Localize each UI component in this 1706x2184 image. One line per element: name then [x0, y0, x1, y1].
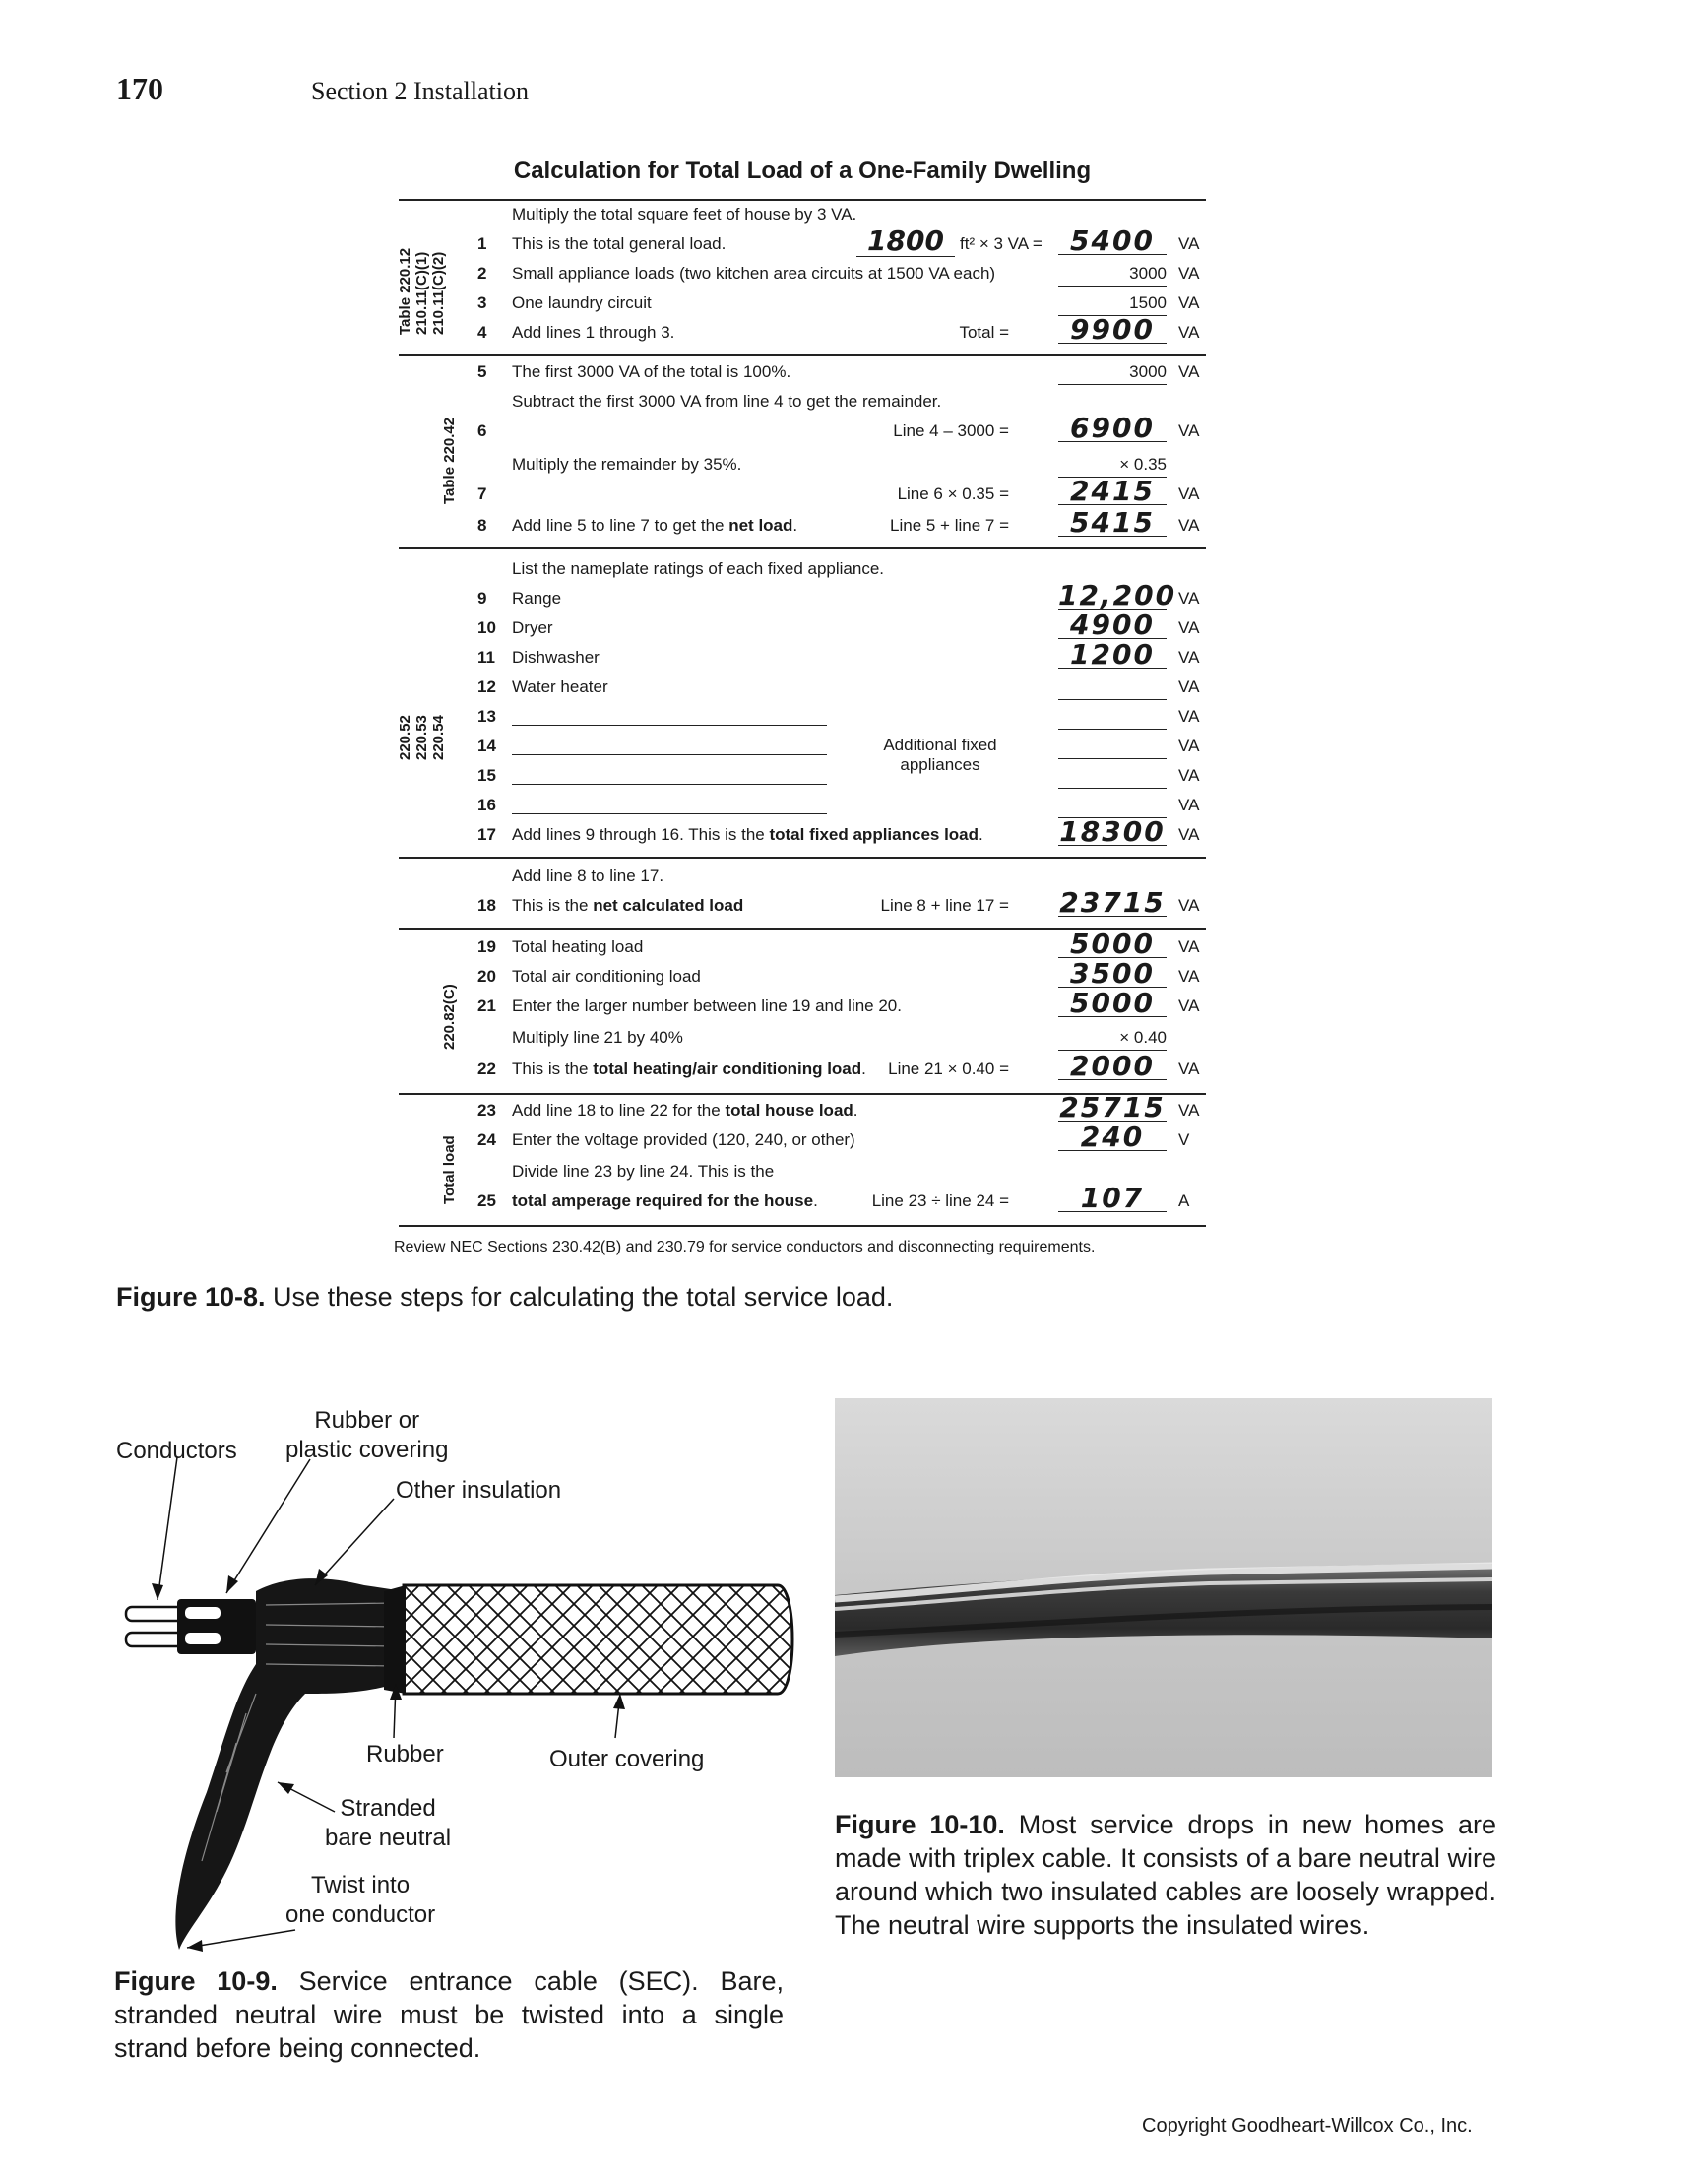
- form-row: [399, 677, 1206, 703]
- unit: VA: [1178, 1060, 1200, 1078]
- line-formula: Line 21 × 0.40 =: [888, 1060, 1009, 1078]
- label-conductors: Conductors: [116, 1438, 237, 1464]
- line-text: Total air conditioning load: [512, 967, 701, 986]
- section-divider: [399, 857, 1206, 859]
- triplex-cable-image: [835, 1398, 1492, 1777]
- row-instruction: Subtract the first 3000 VA from line 4 to get the remainder.: [512, 392, 942, 411]
- section-divider: [399, 1225, 1206, 1227]
- line-number: 17: [477, 825, 496, 844]
- line-number: 18: [477, 896, 496, 915]
- line-text: Small appliance loads (two kitchen area circuits at 1500 VA each): [512, 264, 996, 283]
- unit: VA: [1178, 677, 1200, 696]
- blank-value: [1058, 677, 1167, 700]
- line-number: 8: [477, 516, 487, 535]
- multiplier: × 0.35: [1058, 455, 1167, 478]
- form-row: [399, 638, 1206, 674]
- line-number: 3: [477, 293, 487, 312]
- line-text: Add line 18 to line 22 for the total house load.: [512, 1101, 858, 1120]
- line-number: 11: [477, 648, 495, 667]
- blank-value: [1058, 707, 1167, 730]
- form-row: [399, 1121, 1206, 1156]
- blank-value: [1058, 737, 1167, 759]
- line-number: 19: [477, 937, 496, 956]
- line-number: 20: [477, 967, 496, 986]
- unit: VA: [1178, 323, 1200, 342]
- line-number: 24: [477, 1130, 496, 1149]
- line-formula: Line 5 + line 7 =: [890, 516, 1009, 535]
- handwritten-value: 2000: [1058, 1052, 1167, 1080]
- handwritten-value: 4900: [1058, 610, 1167, 639]
- section-divider: [399, 547, 1206, 549]
- line-text: Enter the voltage provided (120, 240, or other): [512, 1130, 855, 1149]
- line-number: 25: [477, 1191, 496, 1210]
- unit: VA: [1178, 937, 1200, 956]
- form-row: [399, 815, 1206, 851]
- line-text: total amperage required for the house.: [512, 1191, 818, 1210]
- line-number: 2: [477, 264, 487, 283]
- unit: VA: [1178, 362, 1200, 381]
- line-text: The first 3000 VA of the total is 100%.: [512, 362, 791, 381]
- line-formula: Line 4 – 3000 =: [893, 421, 1009, 440]
- form-title: Calculation for Total Load of a One-Family Dwelling: [513, 158, 1092, 184]
- form-row: [399, 1182, 1206, 1217]
- handwritten-value: 5400: [1058, 226, 1167, 255]
- unit: VA: [1178, 484, 1200, 503]
- figure-10-9-caption: Figure 10-9. Service entrance cable (SEC). Bare, stranded neutral wire must be twisted into a single strand before being connected.: [114, 1966, 784, 2063]
- line-text: Add lines 1 through 3.: [512, 323, 675, 342]
- multiplier: × 0.40: [1058, 1028, 1167, 1051]
- form-row: [399, 362, 1206, 388]
- handwritten-value: 240: [1058, 1123, 1167, 1151]
- row-instruction: List the nameplate ratings of each fixed appliance.: [512, 559, 885, 578]
- line-number: 7: [477, 484, 487, 503]
- additional-appliances-note: Additional fixed appliances: [883, 736, 997, 774]
- form-row: [399, 412, 1206, 447]
- line-text: This is the net calculated load: [512, 896, 744, 915]
- row-instruction: Divide line 23 by line 24. This is the: [512, 1162, 775, 1181]
- unit: VA: [1178, 421, 1200, 440]
- handwritten-value: 3500: [1058, 959, 1167, 988]
- form-row: [399, 766, 1206, 792]
- row-instruction: Multiply line 21 by 40%: [512, 1028, 683, 1047]
- handwritten-value: 12,200: [1058, 579, 1177, 611]
- form-row: [399, 1050, 1206, 1085]
- unit: VA: [1178, 516, 1200, 535]
- load-calculation-form: [394, 158, 1206, 1265]
- line-number: 1: [477, 234, 487, 253]
- line-number: 15: [477, 766, 496, 785]
- unit: VA: [1178, 896, 1200, 915]
- line-value: 3000: [1058, 362, 1167, 385]
- line-text: Dryer: [512, 618, 553, 637]
- side-label-fixed: 220.52 220.53 220.54: [397, 715, 447, 760]
- figure-10-10-caption: Figure 10-10. Most service drops in new homes are made with triplex cable. It consists of a bare neutral wire around which two insulated cables are loosely wrapped. The neutral wire supports the insulated wires.: [835, 1810, 1496, 1940]
- line-number: 16: [477, 796, 496, 814]
- handwritten-value: 23715: [1059, 886, 1166, 919]
- line-number: 5: [477, 362, 487, 381]
- unit: VA: [1178, 707, 1200, 726]
- handwritten-value: 107: [1058, 1184, 1167, 1212]
- blank-line: [512, 796, 827, 814]
- line-formula: Total =: [959, 323, 1009, 342]
- line-formula: Line 23 ÷ line 24 =: [871, 1191, 1009, 1210]
- review-note: Review NEC Sections 230.42(B) and 230.79 for service conductors and disconnecting requirements.: [394, 1239, 1096, 1255]
- line-number: 13: [477, 707, 496, 726]
- label-outer-covering: Outer covering: [549, 1746, 705, 1772]
- form-row: [399, 707, 1206, 733]
- line-text: Dishwasher: [512, 648, 600, 667]
- line-value: 1500: [1058, 293, 1167, 316]
- unit: VA: [1178, 1101, 1200, 1120]
- side-label-demand: Table 220.42: [441, 417, 458, 504]
- line-number: 9: [477, 589, 487, 608]
- line-text: Range: [512, 589, 562, 608]
- copyright: Copyright Goodheart-Willcox Co., Inc.: [1142, 2115, 1473, 2137]
- line-text: Enter the larger number between line 19 and line 20.: [512, 996, 902, 1015]
- side-label-total: Total load: [441, 1135, 458, 1204]
- line-text: This is the total general load.: [512, 234, 727, 253]
- handwritten-value: 6900: [1058, 414, 1167, 442]
- page-number: 170: [116, 71, 163, 106]
- blank-value: [1058, 766, 1167, 789]
- line-number: 10: [477, 618, 496, 637]
- side-label-heating: 220.82(C): [441, 984, 458, 1050]
- label-twist: Twist into one conductor: [285, 1872, 436, 1928]
- line-value: 3000: [1058, 264, 1167, 287]
- handwritten-value: 5000: [1058, 989, 1167, 1017]
- line-number: 23: [477, 1101, 496, 1120]
- form-row: [399, 886, 1206, 922]
- label-other-insulation: Other insulation: [396, 1477, 562, 1504]
- handwritten-value: 2415: [1058, 477, 1167, 505]
- line-text: This is the total heating/air conditioning load.: [512, 1060, 866, 1078]
- unit: VA: [1178, 825, 1200, 844]
- line-number: 22: [477, 1060, 496, 1078]
- handwritten-value: 1200: [1058, 640, 1167, 669]
- line-text: Total heating load: [512, 937, 644, 956]
- line-formula: Line 8 + line 17 =: [880, 896, 1009, 915]
- unit: VA: [1178, 737, 1200, 755]
- line-number: 4: [477, 323, 487, 342]
- handwritten-value: 25715: [1059, 1091, 1166, 1124]
- figure-10-8-caption: Figure 10-8. Use these steps for calculating the total service load.: [116, 1282, 894, 1312]
- handwritten-value: 5415: [1058, 508, 1167, 537]
- line-number: 14: [477, 737, 496, 755]
- running-header: Section 2 Installation: [311, 77, 529, 105]
- handwritten-value: 5000: [1058, 930, 1167, 958]
- row-instruction: Multiply the total square feet of house by 3 VA.: [512, 205, 857, 224]
- unit: VA: [1178, 996, 1200, 1015]
- blank-line: [512, 707, 827, 726]
- label-rubber: Rubber: [366, 1741, 444, 1767]
- label-stranded-neutral: Stranded bare neutral: [325, 1795, 452, 1851]
- blank-line: [512, 766, 827, 785]
- line-text: Add lines 9 through 16. This is the total fixed appliances load.: [512, 825, 983, 844]
- unit: VA: [1178, 618, 1200, 637]
- form-row: [399, 264, 1206, 289]
- line-formula: ft² × 3 VA =: [960, 234, 1043, 253]
- unit: V: [1178, 1130, 1190, 1149]
- unit: VA: [1178, 293, 1200, 312]
- triplex-cable-photo: [835, 1398, 1492, 1777]
- line-number: 6: [477, 421, 487, 440]
- line-text: Water heater: [512, 677, 608, 696]
- unit: VA: [1178, 589, 1200, 608]
- label-rubber-plastic: Rubber or plastic covering: [285, 1407, 449, 1463]
- form-row: [399, 737, 1206, 762]
- section-divider: [399, 354, 1206, 356]
- handwritten-sqft: 1800: [856, 226, 955, 257]
- form-row: [399, 506, 1206, 542]
- unit: A: [1178, 1191, 1190, 1210]
- line-formula: Line 6 × 0.35 =: [897, 484, 1009, 503]
- handwritten-value: 9900: [1058, 315, 1167, 344]
- handwritten-value: 18300: [1059, 815, 1166, 848]
- row-instruction: Add line 8 to line 17.: [512, 867, 664, 885]
- section-divider: [399, 199, 1206, 201]
- line-number: 21: [477, 996, 496, 1015]
- unit: VA: [1178, 967, 1200, 986]
- line-text: Add line 5 to line 7 to get the net load.: [512, 516, 798, 535]
- line-text: One laundry circuit: [512, 293, 652, 312]
- form-row: [399, 225, 1206, 260]
- unit: VA: [1178, 766, 1200, 785]
- unit: VA: [1178, 796, 1200, 814]
- side-label-general: Table 220.12 210.11(C)(1) 210.11(C)(2): [397, 247, 447, 335]
- blank-line: [512, 737, 827, 755]
- form-row: [399, 313, 1206, 349]
- unit: VA: [1178, 264, 1200, 283]
- unit: VA: [1178, 648, 1200, 667]
- row-instruction: Multiply the remainder by 35%.: [512, 455, 742, 474]
- line-number: 12: [477, 677, 496, 696]
- unit: VA: [1178, 234, 1200, 253]
